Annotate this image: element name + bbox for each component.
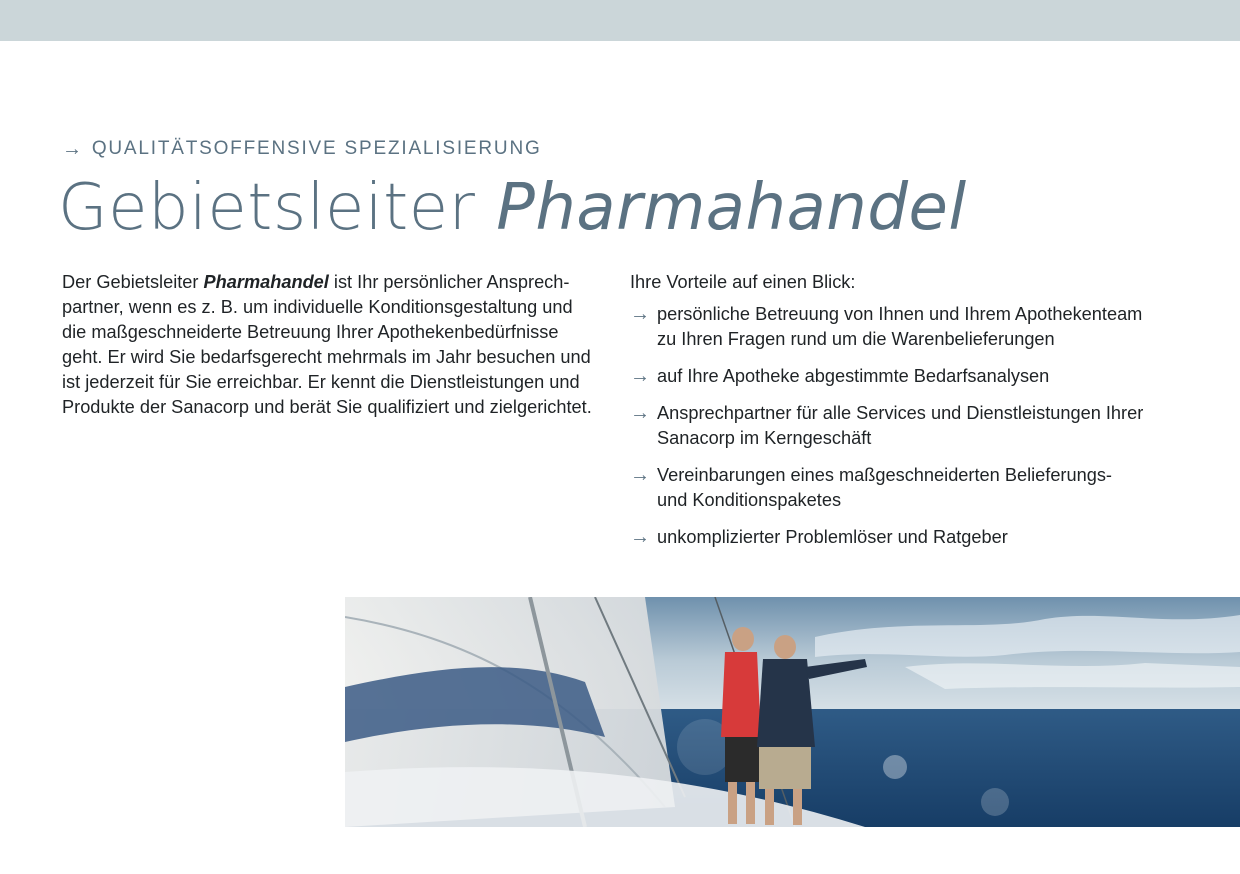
arrow-right-icon: → [630,464,650,486]
intro-paragraph [62,270,607,420]
arrow-right-icon: → [630,303,650,325]
list-item-line: Ansprechpartner für alle Services und Dienstleistungen Ihrer [657,403,1144,423]
list-item-text [657,463,1112,513]
list-item-line: zu Ihren Fragen rund um die Warenbelieferungen [657,329,1055,349]
list-item [630,364,1190,389]
page-title [58,172,967,246]
intro-line: Produkte der Sanacorp und berät Sie qualifiziert und zielgerichtet. [62,397,592,417]
eyebrow-text: QUALITÄTSOFFENSIVE SPEZIALISIERUNG [91,138,542,159]
intro-emphasis: Pharmahandel [203,272,329,292]
intro-line: geht. Er wird Sie bedarfsgerecht mehrmals im Jahr besuchen und [62,347,591,367]
list-item [630,463,1190,513]
intro-prefix: Der Gebietsleiter [62,272,204,292]
benefits-heading: Ihre Vorteile auf einen Blick: [630,272,856,292]
list-item [630,401,1190,451]
list-item-line: und Konditionspaketes [657,490,842,510]
list-item [630,302,1190,352]
top-band [0,0,1240,41]
arrow-right-icon: → [62,138,84,160]
list-item-line: unkomplizierter Problemlöser und Ratgeber [657,527,1008,547]
title-italic: Pharmahandel [496,171,967,245]
arrow-right-icon: → [630,402,650,424]
eyebrow [62,138,542,160]
intro-line1-rest: ist Ihr persönlicher Ansprech- [328,272,570,292]
arrow-right-icon: → [630,526,650,548]
intro-line: ist jederzeit für Sie erreichbar. Er kennt die Dienstleistungen und [62,372,580,392]
list-item-text [657,302,1142,352]
list-item-line: auf Ihre Apotheke abgestimmte Bedarfsanalysen [657,366,1050,386]
title-regular: Gebietsleiter [58,171,476,245]
intro-line: partner, wenn es z. B. um individuelle Konditionsgestaltung und [62,297,573,317]
list-item-text [657,525,1008,550]
benefits-list [630,302,1190,562]
intro-line: die maßgeschneiderte Betreuung Ihrer Apothekenbedürfnisse [62,322,559,342]
sailing-photo [345,597,1240,827]
list-item-text [657,401,1143,451]
list-item-text [657,364,1049,389]
list-item [630,525,1190,550]
list-item-line: Vereinbarungen eines maßgeschneiderten Belieferungs- [657,465,1112,485]
arrow-right-icon: → [630,365,650,387]
list-item-line: Sanacorp im Kerngeschäft [657,428,872,448]
list-item-line: persönliche Betreuung von Ihnen und Ihrem Apothekenteam [657,304,1143,324]
